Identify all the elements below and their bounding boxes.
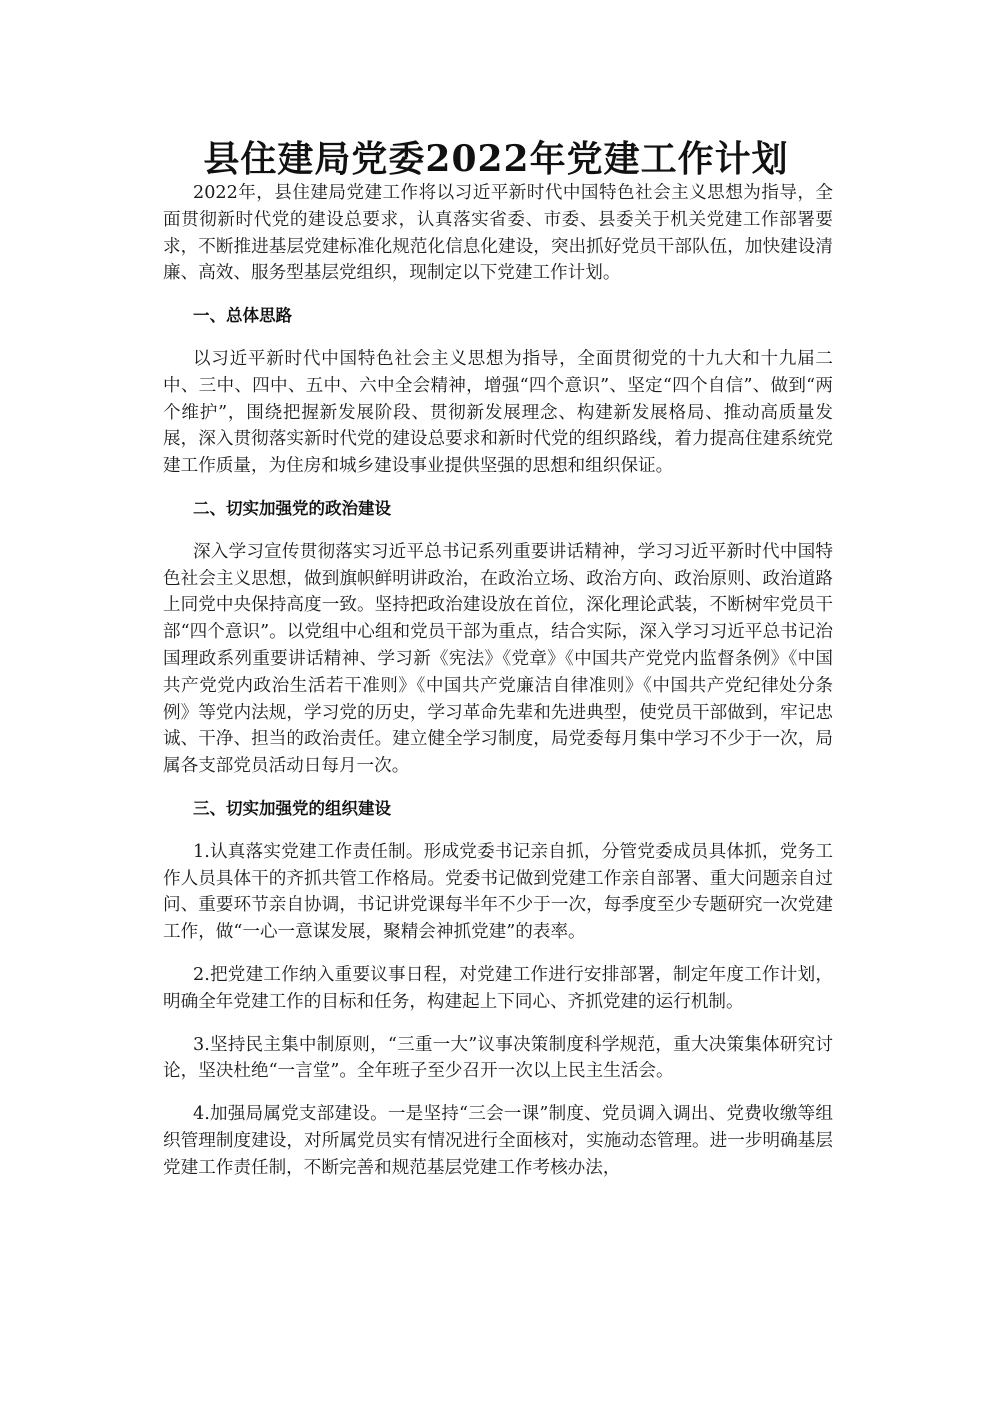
section-paragraph: 以习近平新时代中国特色社会主义思想为指导，全面贯彻党的十九大和十九届二中、三中、四中、五中、六中全会精神，增强“四个意识”、坚定“四个自信”、做到“两个维护”，围绕把握新发展阶段、贯彻新发展理念、构建新发展格局、推动高质量发展，深入贯彻落实新时代党的建设总要求和新时代党的组织路线，着力提高住建系统党建工作质量，为住房和城乡建设事业提供坚强的思想和组织保证。: [163, 348, 833, 477]
section-heading: 三、切实加强党的组织建设: [193, 798, 391, 818]
section-heading: 二、切实加强党的政治建设: [193, 498, 391, 518]
intro-paragraph: 2022年，县住建局党建工作将以习近平新时代中国特色社会主义思想为指导，全面贯彻新时代党的建设总要求，认真落实省委、市委、县委关于机关党建工作部署要求，不断推进基层党建标准化规范化信息化建设，突出抓好党员干部队伍，加快建设清廉、高效、服务型基层党组织，现制定以下党建工作计划。: [163, 183, 833, 284]
document-title: 县住建局党委2022年党建工作计划: [203, 138, 789, 180]
section-heading: 一、总体思路: [193, 306, 292, 326]
section-paragraph: 2.把党建工作纳入重要议事日程，对党建工作进行安排部署，制定年度工作计划，明确全年党建工作的目标和任务，构建起上下同心、齐抓党建的运行机制。: [163, 964, 833, 1012]
section-paragraph: 深入学习宣传贯彻落实习近平总书记系列重要讲话精神，学习习近平新时代中国特色社会主义思想，做到旗帜鲜明讲政治，在政治立场、政治方向、政治原则、政治道路上同党中央保持高度一致。坚持把政治建设放在首位，深化理论武装，不断树牢党员干部“四个意识”。以党组中心组和党员干部为重点，结合实际，深入学习习近平总书记治国理政系列重要讲话精神、学习新《宪法》《党章》《中国共产党党内监督条例》《中国共产党党内政治生活若干准则》《中国共产党廉洁自律准则》《中国共产党纪律处分条例》等党内法规，学习党的历史，学习革命先辈和先进典型，使党员干部做到，牢记忠诚、干净、担当的政治责任。建立健全学习制度，局党委每月集中学习不少于一次，局属各支部党员活动日每月一次。: [163, 541, 833, 777]
section-organizational-building: [163, 796, 833, 1182]
section-political-building: [163, 496, 833, 780]
document-body: [163, 180, 833, 1198]
section-overall-approach: [163, 303, 833, 480]
section-paragraph: 1.认真落实党建工作责任制。形成党委书记亲自抓，分管党委成员具体抓，党务工作人员具体干的齐抓共管工作格局。党委书记做到党建工作亲自部署、重大问题亲自过问、重要环节亲自协调，书记讲党课每半年不少于一次，每季度至少专题研究一次党建工作，做“一心一意谋发展，聚精会神抓党建”的表率。: [163, 841, 833, 943]
section-paragraph: 4.加强局属党支部建设。一是坚持“三会一课”制度、党员调入调出、党费收缴等组织管理制度建设，对所属党员实有情况进行全面核对，实施动态管理。进一步明确基层党建工作责任制，不断完善和规范基层党建工作考核办法，: [163, 1104, 833, 1178]
section-paragraph: 3.坚持民主集中制原则，“三重一大”议事决策制度科学规范，重大决策集体研究讨论，坚决杜绝“一言堂”。全年班子至少召开一次以上民主生活会。: [163, 1034, 833, 1082]
